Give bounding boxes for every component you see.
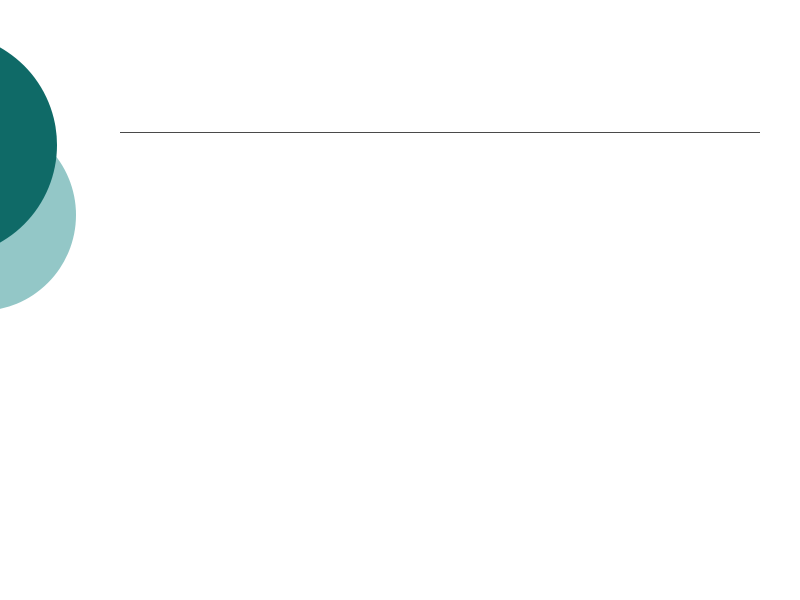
decorative-circles bbox=[0, 0, 90, 320]
bullet-list bbox=[95, 162, 755, 288]
diamond-bullet-icon bbox=[95, 212, 108, 225]
diamond-bullet-icon bbox=[95, 170, 108, 183]
bullet-item bbox=[95, 246, 755, 274]
bullet-item bbox=[95, 162, 755, 190]
bullet-item bbox=[95, 204, 755, 232]
title-divider bbox=[120, 132, 760, 133]
diamond-bullet-icon bbox=[95, 254, 108, 267]
